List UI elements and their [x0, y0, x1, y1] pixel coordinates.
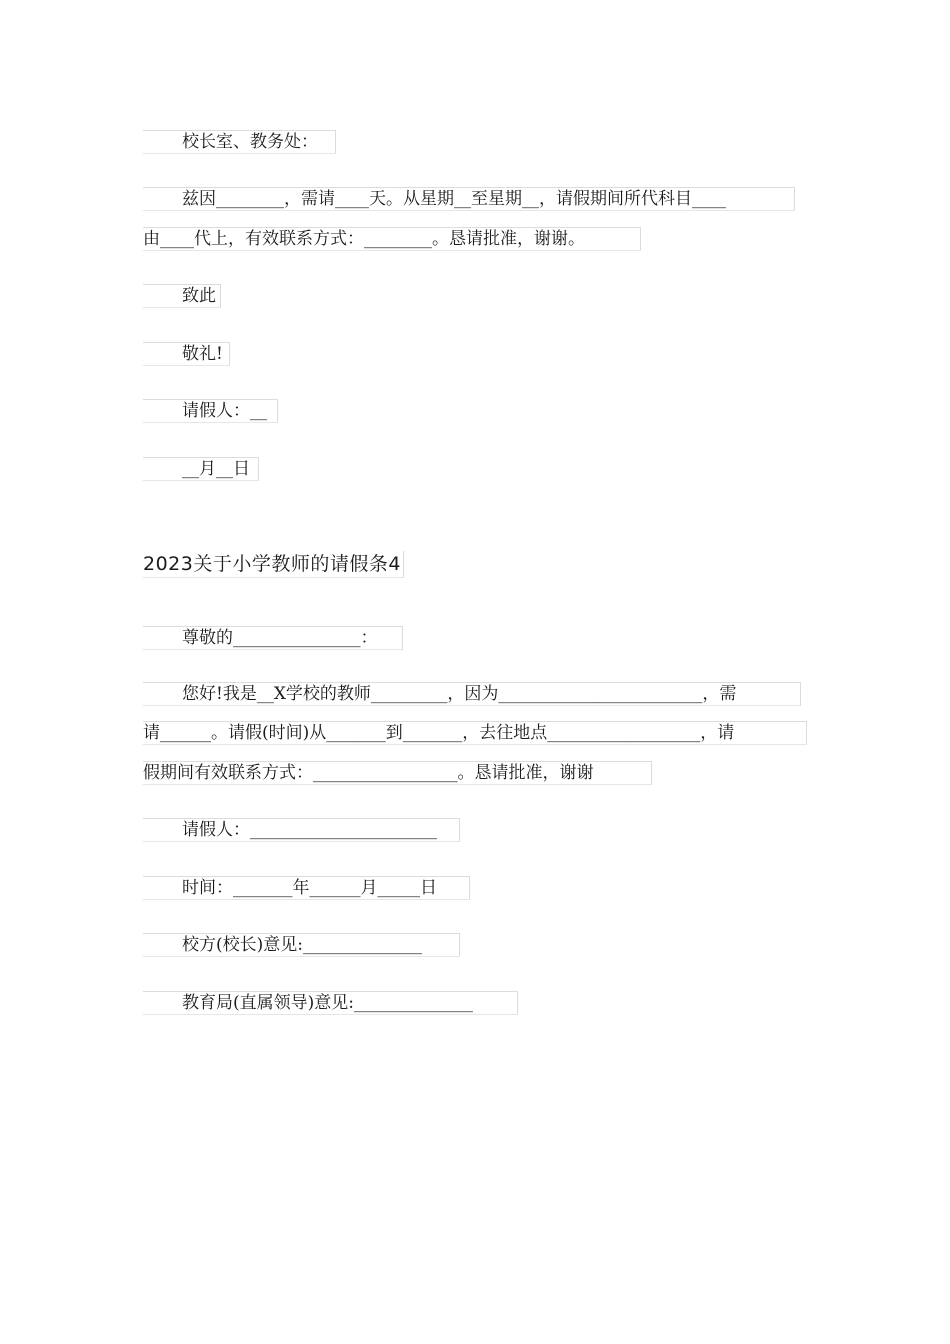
addressee-line: 尊敬的_______________：	[143, 626, 403, 650]
bureau-opinion-line: 教育局(直属领导)意见:______________	[143, 991, 518, 1015]
body-line-2: 请______。请假(时间)从_______到_______，去往地点__________________，请	[143, 721, 807, 745]
closing-salutation: 致此	[143, 284, 221, 308]
applicant-line: 请假人：______________________	[143, 818, 460, 842]
date-line: __月__日	[143, 457, 259, 481]
section-title: 2023关于小学教师的请假条4	[143, 551, 404, 578]
applicant-line: 请假人：__	[143, 399, 278, 423]
time-line: 时间：_______年______月_____日	[143, 876, 470, 900]
body-line-1: 您好!我是__X学校的教师_________，因为________________________，需	[143, 682, 801, 706]
closing-regards: 敬礼!	[143, 342, 230, 366]
school-opinion-line: 校方(校长)意见:______________	[143, 933, 460, 957]
body-line-1: 兹因________，需请____天。从星期__至星期__，请假期间所代科目____	[143, 187, 795, 211]
body-line-3: 假期间有效联系方式：_________________。恳请批准，谢谢	[143, 761, 652, 785]
body-line-2: 由____代上，有效联系方式：________。恳请批准，谢谢。	[143, 227, 641, 251]
addressee-line: 校长室、教务处：	[143, 130, 336, 154]
